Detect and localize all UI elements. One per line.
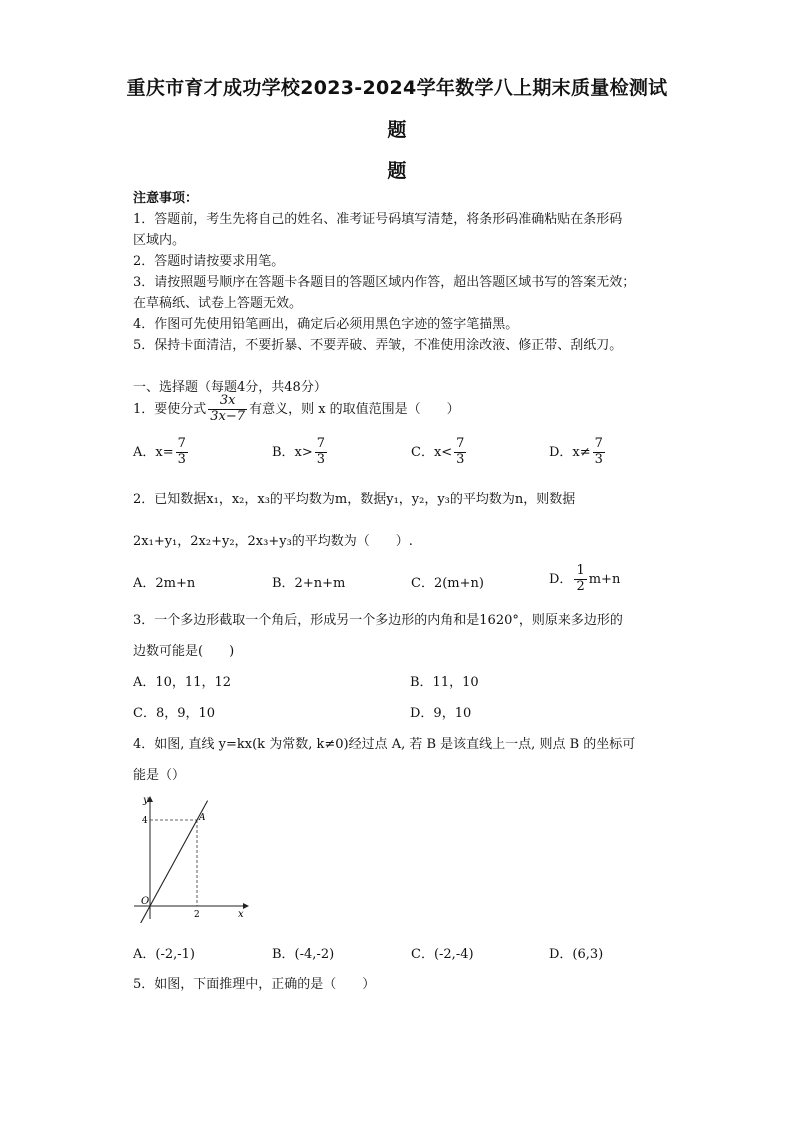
question-4-stem-line2: 能是（） xyxy=(133,768,186,783)
q2-option-c[interactable]: C．2(m+n) xyxy=(411,576,484,591)
section-heading: 一、选择题（每题4分，共48分） xyxy=(133,380,327,395)
x-tick-label: 2 xyxy=(194,910,200,920)
q2-option-d[interactable]: D． $\frac{1}{2}$ m+n xyxy=(549,563,621,594)
q2-option-a[interactable]: A．2m+n xyxy=(133,576,196,591)
q1-option-d[interactable]: D．x≠ $\frac{7}{3}$ xyxy=(549,436,603,467)
question-3-stem-line1: 3．一个多边形截取一个角后，形成另一个多边形的内角和是1620°，则原来多边形的 xyxy=(133,613,623,628)
note-item: 1．答题前，考生先将自己的姓名、准考证号码填写清楚，将条形码准确粘贴在条形码 xyxy=(133,212,623,227)
q1-option-a[interactable]: A．x= $\frac{7}{3}$ xyxy=(133,436,186,467)
q1-prefix: 1．要使分式 xyxy=(133,401,207,417)
question-2-stem-line1: 2．已知数据x₁，x₂，x₃的平均数为m，数据y₁，y₂，y₃的平均数为n，则数据 xyxy=(133,492,576,507)
note-item: 区域内。 xyxy=(133,233,186,248)
exam-title-line2: 题 xyxy=(387,119,407,141)
q3-option-b[interactable]: B．11，10 xyxy=(410,675,479,690)
q2-option-b[interactable]: B．2+n+m xyxy=(272,576,346,591)
q1-option-b[interactable]: B．x> $\frac{7}{3}$ xyxy=(272,436,326,467)
exam-title-line1: 重庆市育才成功学校2023-2024学年数学八上期末质量检测试 xyxy=(126,77,668,99)
q1-fraction: $\frac{3x}{3x-7}$ xyxy=(210,393,246,424)
origin-label: O xyxy=(141,896,150,907)
notes-heading: 注意事项： xyxy=(133,191,199,206)
point-a-label: A xyxy=(199,813,206,823)
q3-option-a[interactable]: A．10，11，12 xyxy=(133,675,232,690)
q3-option-d[interactable]: D．9，10 xyxy=(410,706,472,721)
question-1-stem xyxy=(133,394,460,425)
question-4-stem-line1: 4．如图, 直线 y=kx(k 为常数, k≠0)经过点 A, 若 B 是该直线上一点, 则点 B 的坐标可 xyxy=(133,737,636,752)
q4-option-a[interactable]: A．(-2,-1) xyxy=(133,947,195,962)
q1-suffix: 有意义，则 x 的取值范围是（ ） xyxy=(249,401,460,417)
question-5-stem: 5．如图，下面推理中，正确的是（ ） xyxy=(133,977,376,992)
question-3-stem-line2: 边数可能是( ) xyxy=(133,644,235,659)
q4-coordinate-graph xyxy=(130,793,255,923)
y-tick-label: 4 xyxy=(142,816,148,826)
x-axis-label: x xyxy=(238,909,244,920)
note-item: 5．保持卡面清洁，不要折暴、不要弄破、弄皱，不准使用涂改液、修正带、刮纸刀。 xyxy=(133,338,623,353)
y-axis-label: y xyxy=(143,795,149,806)
q1-option-c[interactable]: C．x< $\frac{7}{3}$ xyxy=(411,436,465,467)
q3-option-c[interactable]: C．8，9，10 xyxy=(133,706,216,721)
note-item: 2．答题时请按要求用笔。 xyxy=(133,254,285,269)
exam-title-line3: 题 xyxy=(387,160,407,182)
question-2-stem-line2: 2x₁+y₁，2x₂+y₂，2x₃+y₃的平均数为（ ）. xyxy=(133,534,413,549)
q4-option-b[interactable]: B．(-4,-2) xyxy=(272,947,335,962)
note-item: 4．作图可先使用铅笔画出，确定后必须用黑色字迹的签字笔描黑。 xyxy=(133,317,519,332)
note-item: 3．请按照题号顺序在答题卡各题目的答题区域内作答，超出答题区域书写的答案无效； xyxy=(133,275,636,290)
q4-option-c[interactable]: C．(-2,-4) xyxy=(411,947,474,962)
x-axis-arrow xyxy=(243,903,249,909)
note-item: 在草稿纸、试卷上答题无效。 xyxy=(133,296,303,311)
q4-option-d[interactable]: D．(6,3) xyxy=(549,947,604,962)
